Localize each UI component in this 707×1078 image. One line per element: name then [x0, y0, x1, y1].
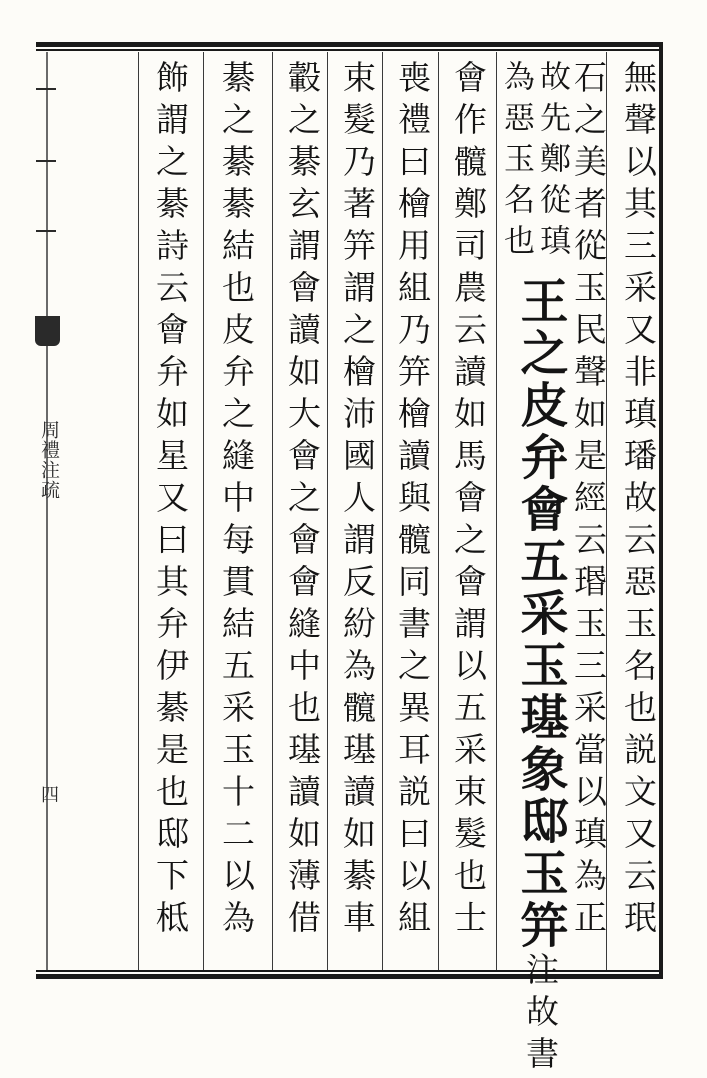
margin-divider: [46, 52, 48, 970]
frame-bottom-inner-border: [36, 970, 662, 972]
column-rule: [327, 52, 328, 970]
column-rule: [382, 52, 383, 970]
column-text: 綦之綦綦結也皮弁之縫中每貫結五采玉十二以為: [217, 60, 256, 942]
main-text: 王之皮弁會五采玉璂象邸玉笄: [512, 276, 568, 952]
column-rule: [438, 52, 439, 970]
text-column: [212, 60, 256, 965]
column-rule: [203, 52, 204, 970]
text-column: [146, 60, 190, 965]
frame-top-border: [36, 42, 662, 47]
column-text: 石之美者從玉民聲如是經云瑉玉三采當以瑱為正: [569, 60, 608, 942]
frame-top-inner-border: [36, 49, 662, 51]
margin-book-title: 周禮注疏: [38, 420, 60, 500]
text-column: [444, 60, 488, 965]
column-rule: [138, 52, 139, 970]
frame-right-border: [659, 42, 663, 979]
fish-tail-mark: [35, 316, 60, 346]
text-column: [614, 60, 658, 965]
note-text: 注故書: [521, 952, 560, 1078]
column-text: 喪禮曰檜用組乃笄檜讀與髖同書之異耳説曰以組: [393, 60, 432, 942]
column-rule: [272, 52, 273, 970]
frame-bottom-border: [36, 974, 662, 979]
column-text: 無聲以其三采又非瑱璠故云惡玉名也説文又云珉: [619, 60, 658, 942]
column-text: 飾謂之綦詩云會弁如星又曰其弁伊綦是也邸下柢: [151, 60, 190, 942]
text-column: [388, 60, 432, 965]
margin-mark: [36, 160, 56, 162]
column-text: 故先鄭從瑱: [534, 60, 570, 265]
margin-mark: [36, 88, 56, 90]
text-column: [333, 60, 377, 965]
margin-page-number: 四: [38, 785, 59, 803]
column-text: 轂之綦玄謂會讀如大會之會會縫中也璂讀如薄借: [283, 60, 322, 942]
text-column: [568, 60, 608, 965]
text-column: [278, 60, 322, 965]
column-text: 會作髖鄭司農云讀如馬會之會謂以五采束髮也士: [449, 60, 488, 942]
text-column-main: [506, 276, 568, 1078]
column-text: 束髮乃著笄謂之檜沛國人謂反紛為髖璂讀如綦車: [338, 60, 377, 942]
margin-strip: [34, 52, 62, 970]
margin-mark: [36, 230, 56, 232]
column-text: 為惡玉名也: [498, 60, 534, 265]
